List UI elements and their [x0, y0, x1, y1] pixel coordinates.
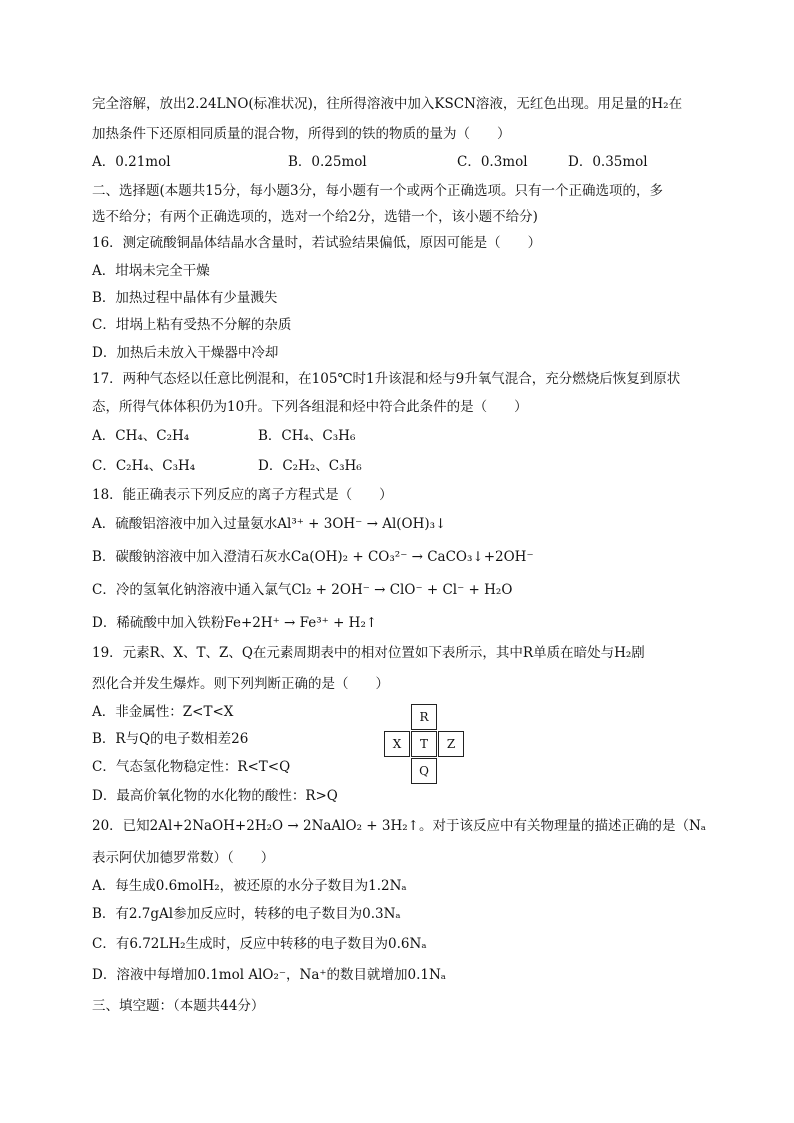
q16-option-a: A．坩埚未完全干燥	[92, 263, 210, 279]
periodic-table-fragment	[384, 704, 465, 785]
q19-option-a: A．非金属性：Z<T<X	[92, 704, 234, 720]
q15-option-a: A．0.21mol	[92, 154, 171, 170]
section-3-heading: 三、填空题：（本题共44分）	[92, 998, 265, 1014]
q17-option-c: C．C₂H₄、C₃H₄	[92, 458, 196, 474]
q19-stem-line-2: 烈化合并发生爆炸。则下列判断正确的是（ ）	[92, 676, 389, 692]
q18-stem: 18．能正确表示下列反应的离子方程式是（ ）	[92, 487, 393, 503]
q18-option-c: C．冷的氢氧化钠溶液中通入氯气Cl₂ + 2OH⁻ → ClO⁻ + Cl⁻ + H₂O	[92, 582, 513, 598]
q20-option-b: B．有2.7gAl参加反应时，转移的电子数目为0.3Nₐ	[92, 906, 401, 922]
section-2-heading-line-2: 选不给分；有两个正确选项的，选对一个给2分，选错一个，该小题不给分)	[92, 209, 538, 225]
q20-stem-line-2: 表示阿伏加德罗常数）（ ）	[92, 850, 275, 866]
q19-option-c: C．气态氢化物稳定性：R<T<Q	[92, 759, 291, 775]
q15-option-c: C．0.3mol	[457, 154, 528, 170]
q18-option-d: D．稀硫酸中加入铁粉Fe+2H⁺ → Fe³⁺ + H₂↑	[92, 615, 378, 631]
periodic-cell-t: T	[411, 731, 437, 757]
q19-option-d: D．最高价氧化物的水化物的酸性：R>Q	[92, 788, 338, 804]
q16-option-b: B．加热过程中晶体有少量溅失	[92, 290, 278, 306]
q18-option-a: A．硫酸铝溶液中加入过量氨水Al³⁺ + 3OH⁻ → Al(OH)₃↓	[92, 516, 447, 532]
q17-option-d: D．C₂H₂、C₃H₆	[258, 458, 362, 474]
q20-option-c: C．有6.72LH₂生成时，反应中转移的电子数目为0.6Nₐ	[92, 936, 427, 952]
q20-stem-line-1: 20．已知2Al+2NaOH+2H₂O → 2NaAlO₂ + 3H₂↑。对于该反应中有关物理量的描述正确的是（Nₐ	[92, 818, 706, 834]
periodic-cell-q: Q	[411, 758, 437, 784]
periodic-cell-r: R	[411, 704, 437, 730]
q15-option-d: D．0.35mol	[568, 154, 648, 170]
section-2-heading-line-1: 二、选择题(本题共15分，每小题3分，每小题有一个或两个正确选项。只有一个正确选项的，多	[92, 183, 664, 199]
q17-option-b: B．CH₄、C₃H₆	[258, 428, 356, 444]
q18-option-b: B．碳酸钠溶液中加入澄清石灰水Ca(OH)₂ + CO₃²⁻ → CaCO₃↓+2OH⁻	[92, 549, 534, 565]
q19-stem-line-1: 19．元素R、X、T、Z、Q在元素周期表中的相对位置如下表所示，其中R单质在暗处与H₂剧	[92, 645, 645, 661]
q15-text-line-1: 完全溶解，放出2.24LNO(标准状况)，往所得溶液中加入KSCN溶液，无红色出现。用足量的H₂在	[92, 96, 683, 112]
periodic-cell-x: X	[384, 731, 410, 757]
q15-option-b: B．0.25mol	[288, 154, 367, 170]
periodic-cell-z: Z	[438, 731, 464, 757]
q16-option-c: C．坩埚上粘有受热不分解的杂质	[92, 317, 292, 333]
q17-option-a: A．CH₄、C₂H₄	[92, 428, 190, 444]
q17-stem-line-1: 17．两种气态烃以任意比例混和，在105℃时1升该混和烃与9升氧气混合，充分燃烧后恢复到原状	[92, 371, 681, 387]
q20-option-d: D．溶液中每增加0.1mol AlO₂⁻，Na⁺的数目就增加0.1Nₐ	[92, 967, 446, 983]
q16-option-d: D．加热后未放入干燥器中冷却	[92, 345, 279, 361]
q15-text-line-2: 加热条件下还原相同质量的混合物，所得到的铁的物质的量为（ ）	[92, 126, 511, 142]
q20-option-a: A．每生成0.6molH₂，被还原的水分子数目为1.2Nₐ	[92, 878, 407, 894]
q19-option-b: B．R与Q的电子数相差26	[92, 731, 249, 747]
q16-stem: 16．测定硫酸铜晶体结晶水含量时，若试验结果偏低，原因可能是（ ）	[92, 235, 542, 251]
q17-stem-line-2: 态，所得气体体积仍为10升。下列各组混和烃中符合此条件的是（ ）	[92, 399, 528, 415]
